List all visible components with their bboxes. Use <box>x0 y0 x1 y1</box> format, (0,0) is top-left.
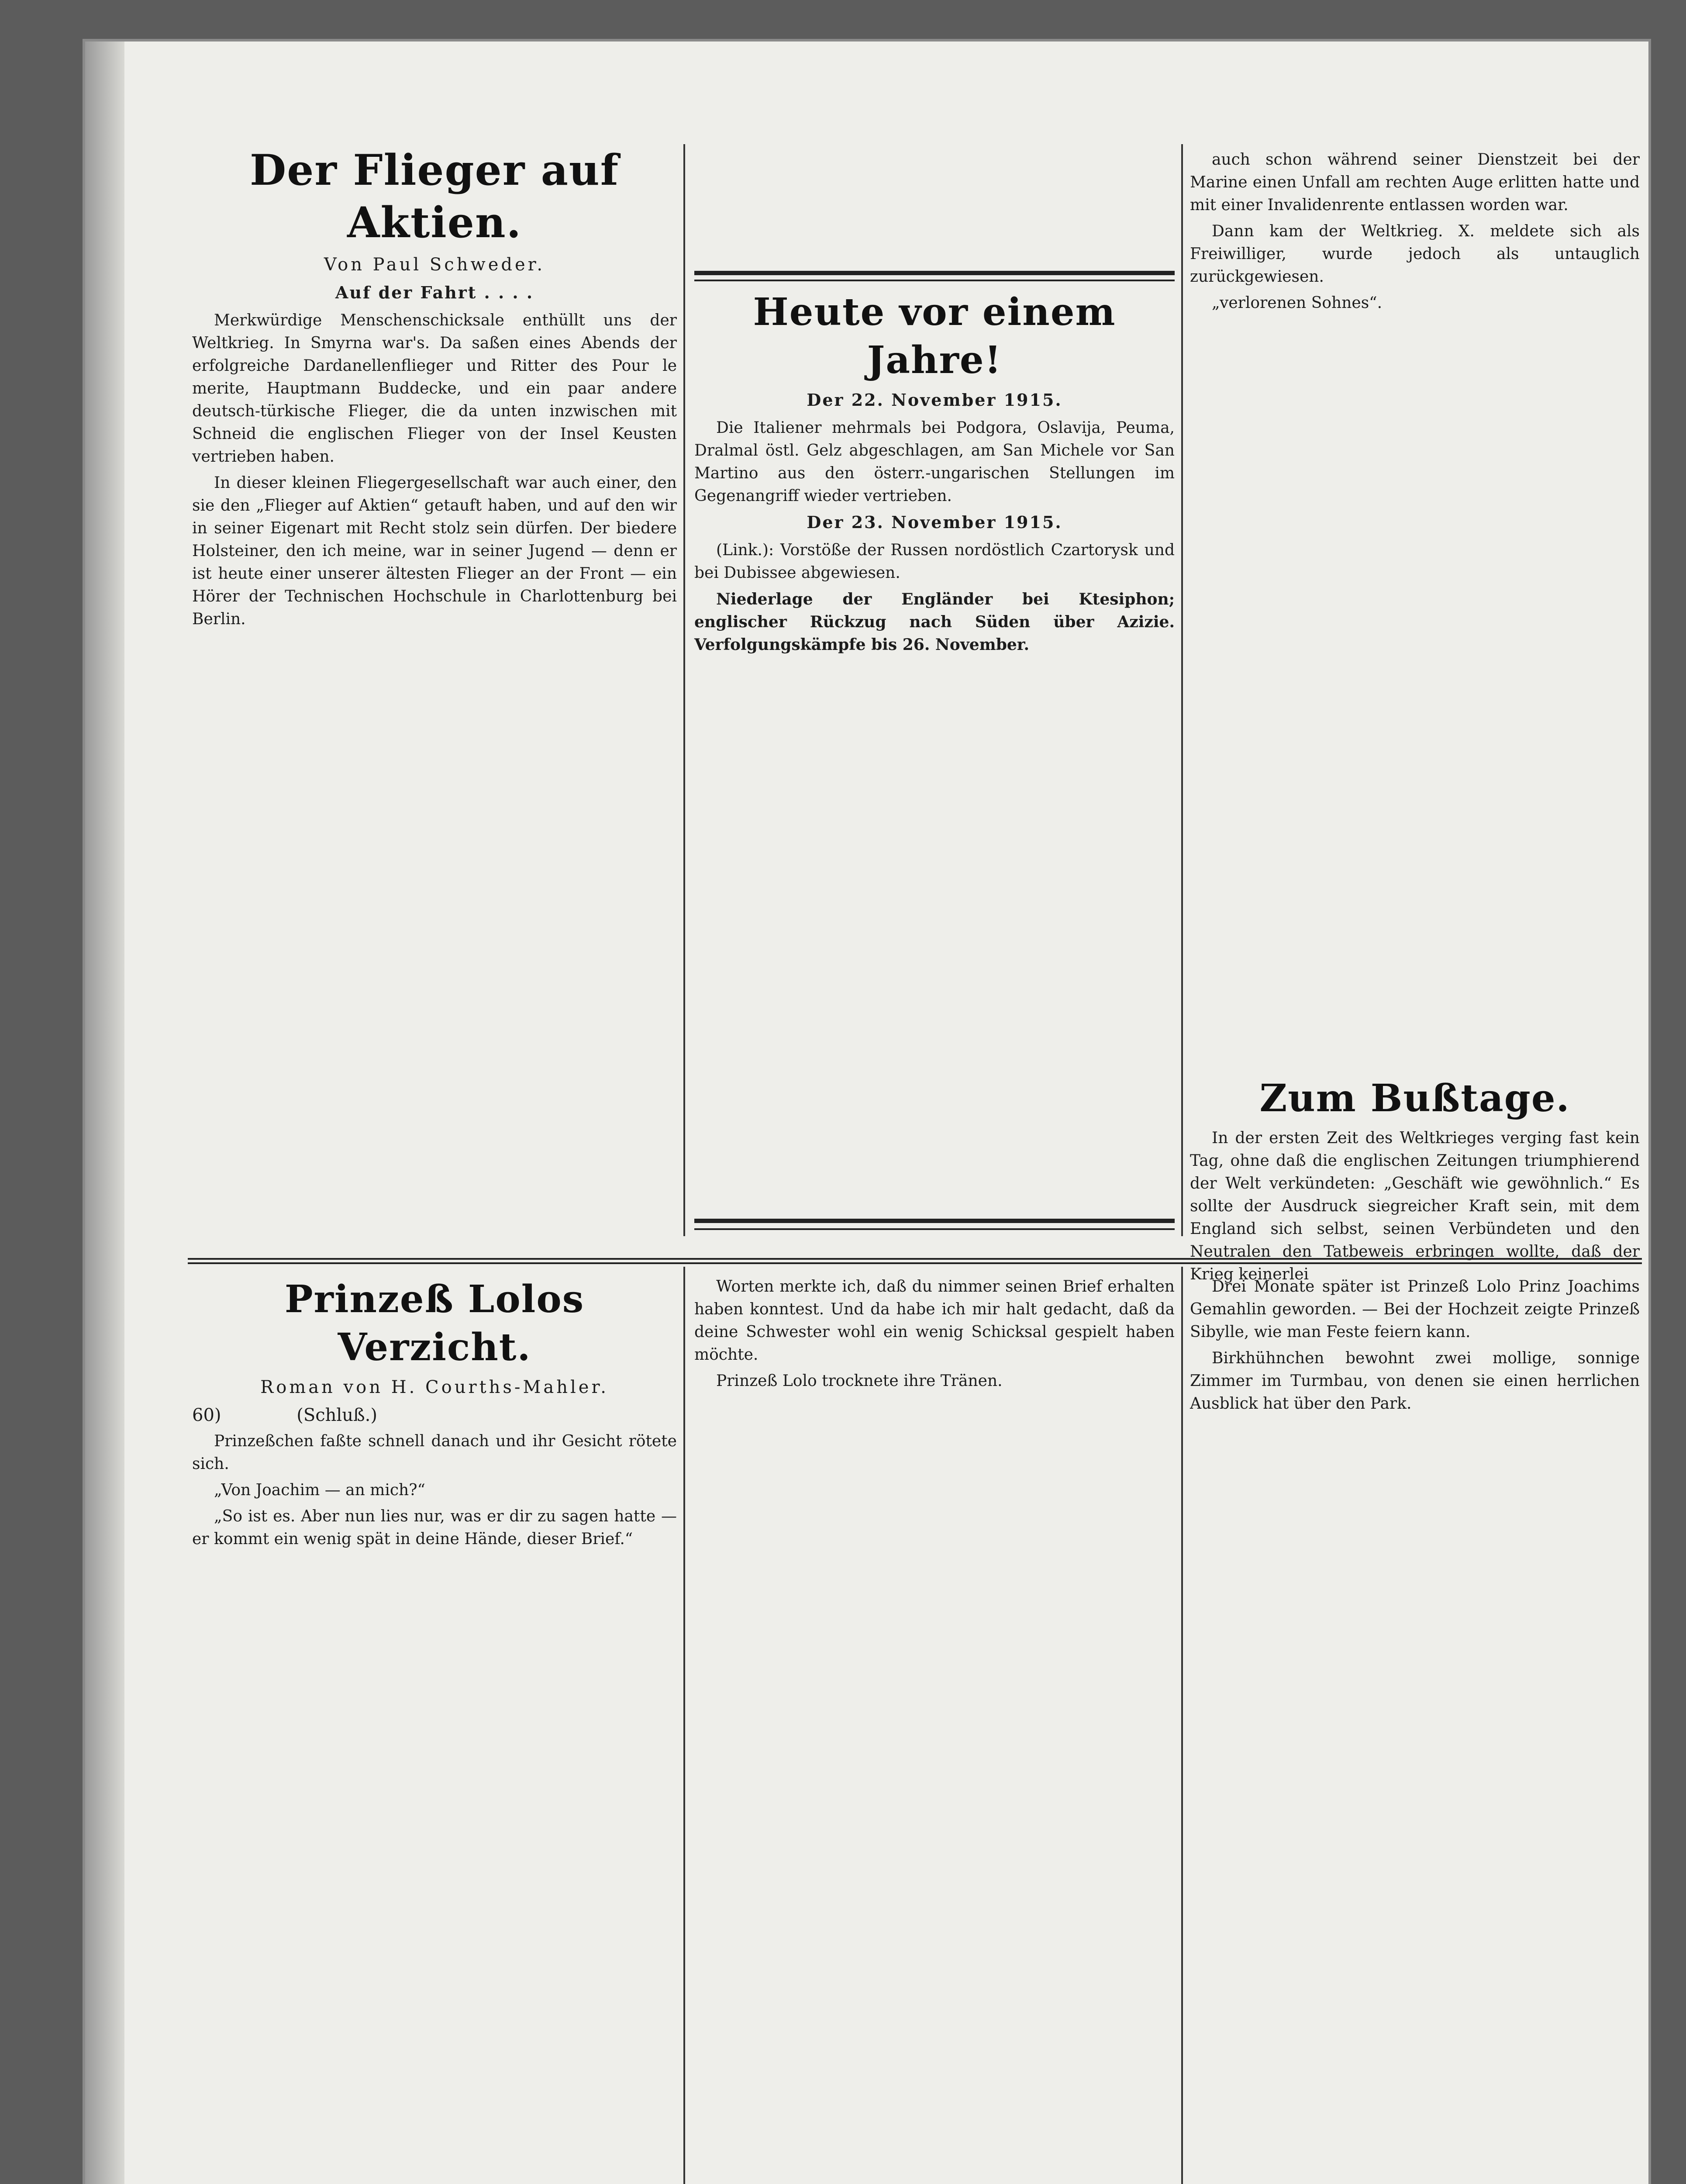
heute-top-rule-thin <box>694 280 1175 281</box>
subtitle: Auf der Fahrt . . . . <box>335 283 534 302</box>
paragraph: Merkwürdige Menschenschicksale enthüllt uns der Weltkrieg. In Smyrna war's. Da saßen eines Abends der erfolgreiche Dardanellenflieger und Ritter des Pour le merite, Hauptmann Buddecke, und ein paar andere deutsch-türkische Flieger, die da unten inzwischen mit Schneid die englischen Flieger von der Insel Keusten vertrieben haben. <box>192 311 677 466</box>
paragraph: (Link.): Vorstöße der Russen nordöstlich Czartorysk und bei Dubissee abgewiesen. <box>694 541 1175 582</box>
paragraph: „So ist es. Aber nun lies nur, was er dir zu sagen hatte — er kommt ein wenig spät in deine Hände, dieser Brief.“ <box>192 1507 677 1548</box>
paragraph: Worten merkte ich, daß du nimmer seinen Brief erhalten haben konntest. Und da habe ich mir halt gedacht, daß da deine Schwester wohl ein wenig Schicksal gespielt haben möchte. <box>694 1278 1175 1364</box>
column-divider-4 <box>1181 1267 1183 2184</box>
paragraph: Die Italiener mehrmals bei Podgora, Oslavija, Peuma, Dralmal östl. Gelz abgeschlagen, am San Michele vor San Martino aus den österr.-ungarischen Stellungen im Gegenangriff wieder vertrieben. <box>694 419 1175 505</box>
date-heading: Der 22. November 1915. <box>807 390 1062 410</box>
heute-bottom-rule <box>694 1219 1175 1223</box>
paragraph: „Von Joachim — an mich?“ <box>214 1481 425 1499</box>
paragraph: „verlorenen Sohnes“. <box>1212 294 1383 312</box>
paragraph: In der ersten Zeit des Weltkrieges verging fast kein Tag, ohne daß die englischen Zeitungen triumphierend der Welt verkündeten: „Geschäft wie gewöhnlich.“ Es sollte der Ausdruck siegreicher Kraft sein, mit dem England sich selbst, seinen Verbündeten und den Neutralen den Tatbeweis erbringen wollte, daß der Krieg keinerlei <box>1190 1129 1640 1283</box>
article-title: Heute vor einem Jahre! <box>753 290 1116 382</box>
lolo-right-column <box>1190 1275 1640 1419</box>
flieger-article <box>192 144 677 634</box>
article-title: Der Flieger auf Aktien. <box>250 145 619 247</box>
paragraph: Prinzeßchen faßte schnell danach und ihr Gesicht rötete sich. <box>192 1432 677 1473</box>
column-divider-1 <box>683 144 685 1236</box>
bold-paragraph: Niederlage der Engländer bei Ktesiphon; englischer Rückzug nach Süden über Azizie. Verfolgungskämpfe bis 26. November. <box>694 590 1175 654</box>
paragraph: Birkhühnchen bewohnt zwei mollige, sonnige Zimmer im Turmbau, von denen sie einen herrlichen Ausblick hat über den Park. <box>1190 1349 1640 1413</box>
article-title: Zum Bußtage. <box>1259 1076 1570 1120</box>
chapter-marker <box>192 1404 677 1427</box>
paragraph: Prinzeß Lolo trocknete ihre Tränen. <box>716 1372 1003 1390</box>
byline: Von Paul Schweder. <box>324 255 545 275</box>
paragraph: In dieser kleinen Fliegergesellschaft war auch einer, den sie den „Flieger auf Aktien“ getauft haben, und auf den wir in seiner Eigenart mit Recht stolz sein dürfen. Der biedere Holsteiner, den ich meine, war in seiner Jugend — denn er ist heute einer unserer ältesten Flieger an der Front — ein Hörer der Technischen Hochschule in Charlottenburg bei Berlin. <box>192 474 677 628</box>
byline: Roman von H. Courths-Mahler. <box>260 1377 609 1397</box>
page-gutter <box>85 41 124 2184</box>
date-heading: Der 23. November 1915. <box>807 512 1062 532</box>
heute-bottom-rule-thin <box>694 1228 1175 1230</box>
paragraph: Drei Monate später ist Prinzeß Lolo Prinz Joachims Gemahlin geworden. — Bei der Hochzeit zeigte Prinzeß Sibylle, wie man Feste feiern kann. <box>1190 1278 1640 1341</box>
paragraph: auch schon während seiner Dienstzeit bei der Marine einen Unfall am rechten Auge erlitten hatte und mit einer Invalidenrente entlassen worden war. <box>1190 151 1640 214</box>
article-title: Prinzeß Lolos Verzicht. <box>284 1277 585 1369</box>
paragraph: Dann kam der Weltkrieg. X. meldete sich als Freiwilliger, wurde jedoch als untauglich zurückgewiesen. <box>1190 222 1640 286</box>
lolo-middle-column <box>694 1275 1175 1396</box>
chapter-number: 60) <box>192 1405 221 1425</box>
column-divider-2 <box>1181 144 1183 1236</box>
lolo-article <box>192 1275 677 1554</box>
busstage-article <box>1190 1075 1640 1289</box>
heute-article <box>694 288 1175 660</box>
column-divider-3 <box>683 1267 685 2184</box>
chapter-note: (Schluß.) <box>297 1405 377 1425</box>
flieger-continuation <box>1190 149 1640 318</box>
heute-top-rule <box>694 271 1175 275</box>
